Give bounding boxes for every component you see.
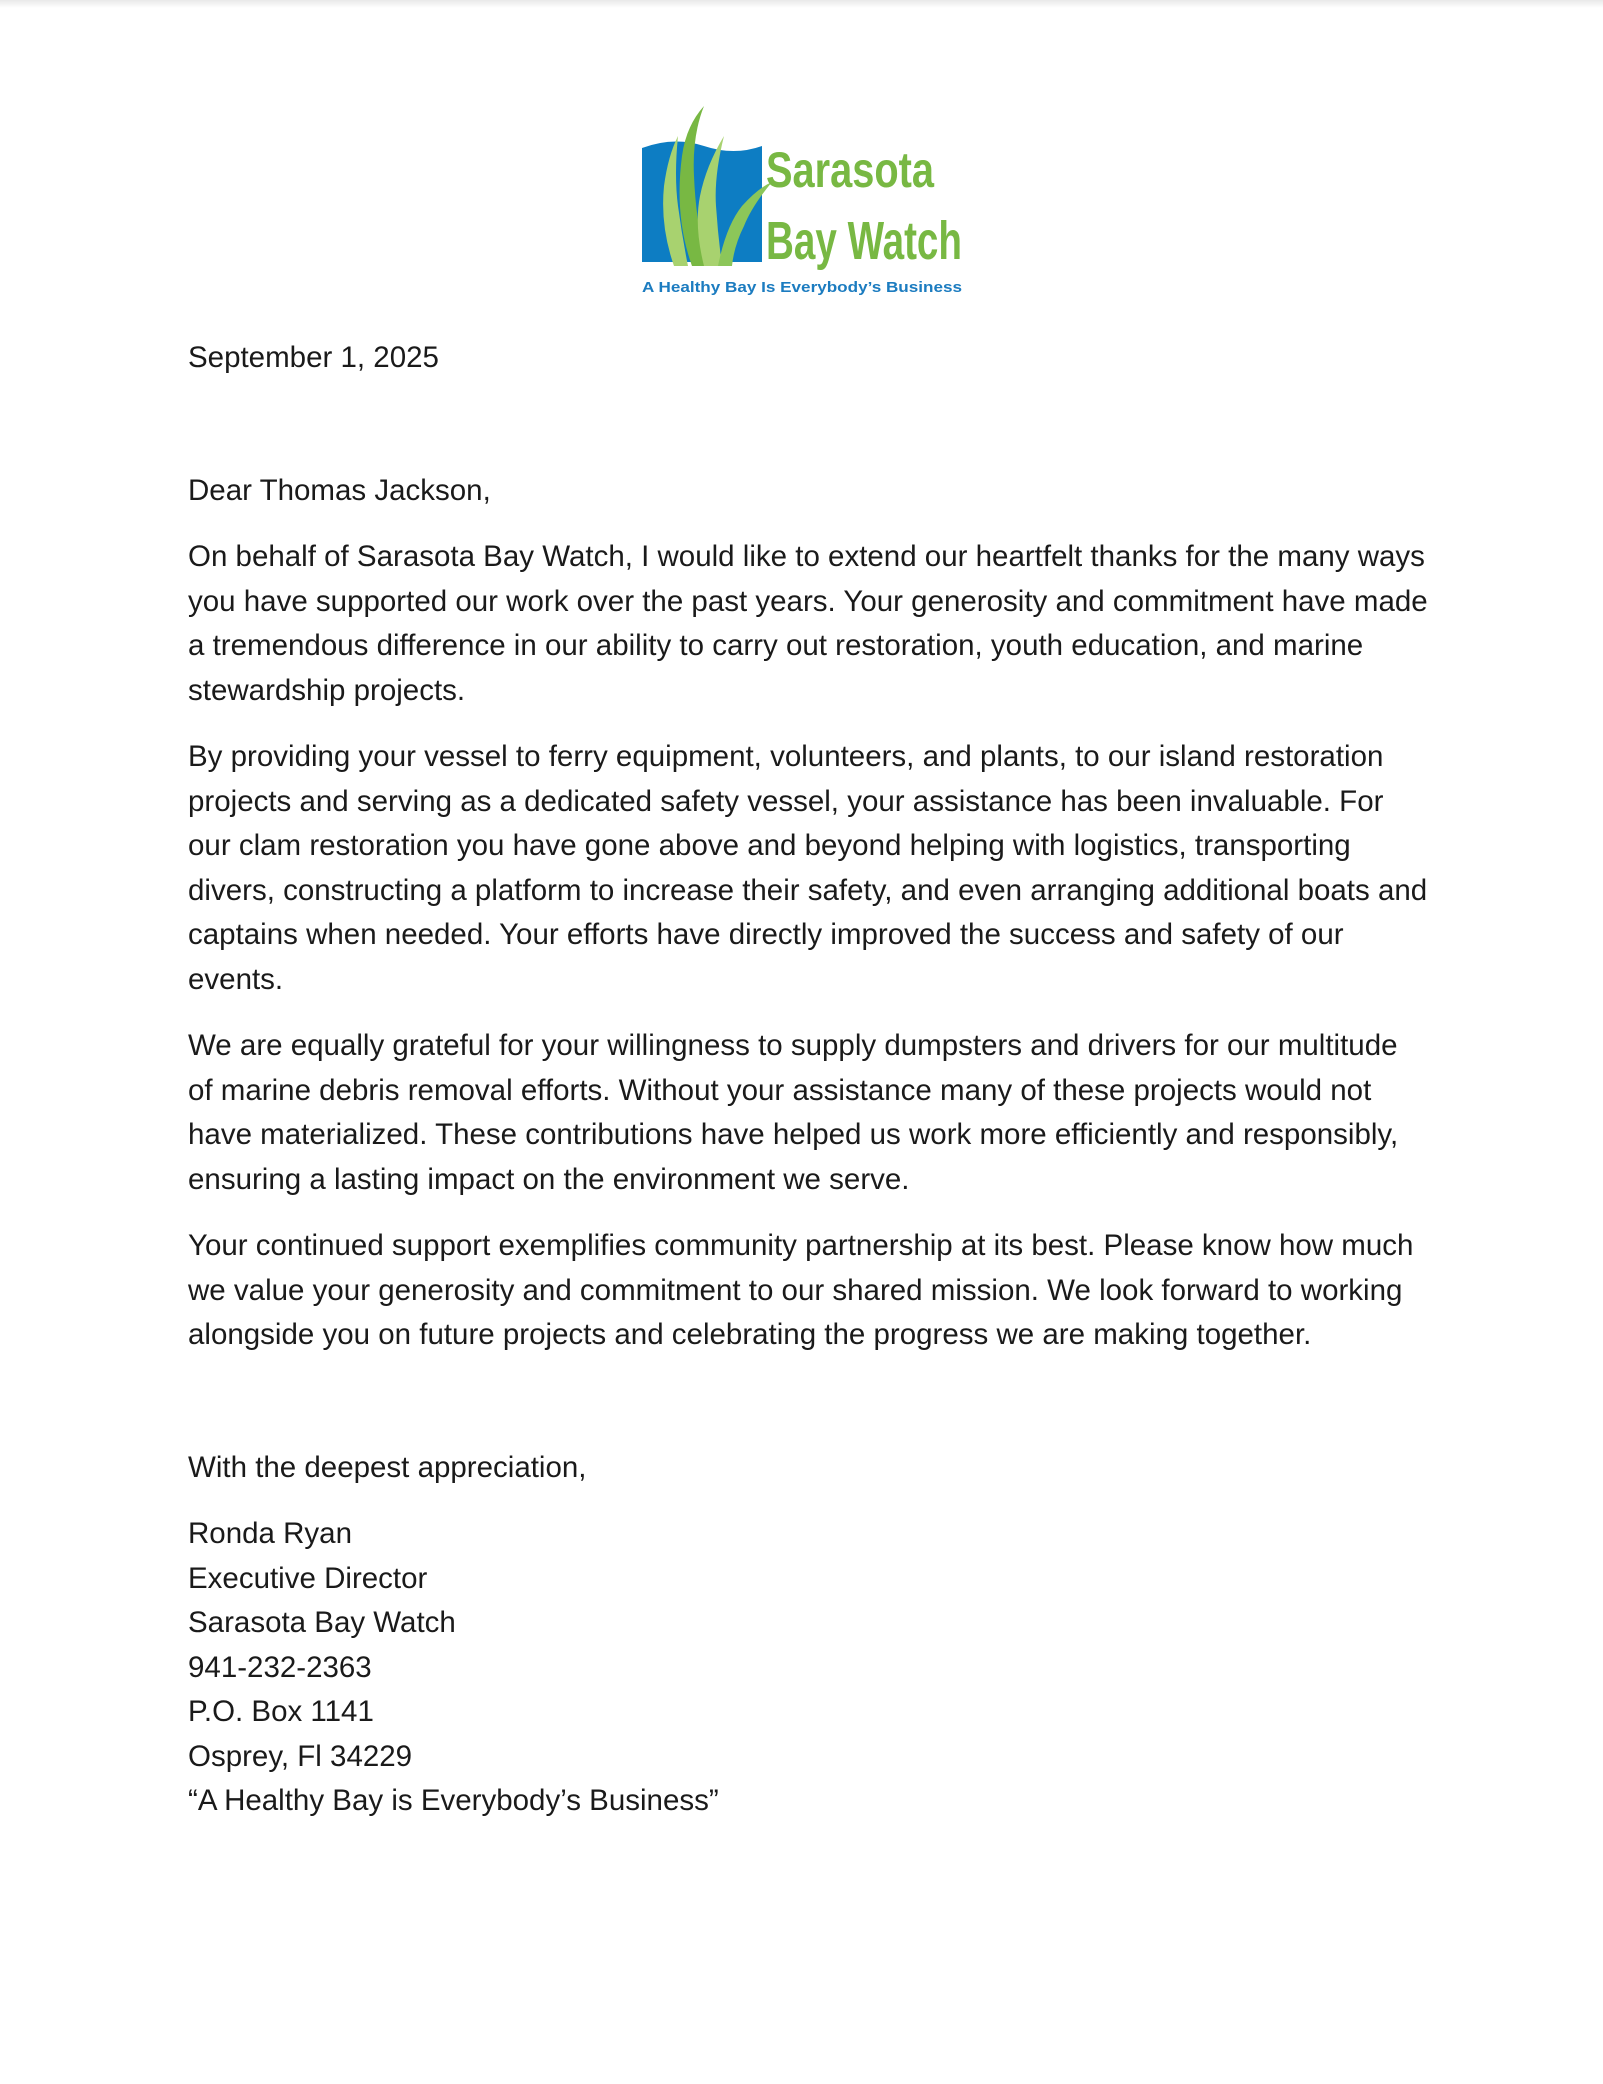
signature-organization: Sarasota Bay Watch	[188, 1606, 456, 1639]
logo-tagline: A Healthy Bay Is Everybody’s Business	[642, 279, 962, 296]
letter-salutation: Dear Thomas Jackson,	[188, 473, 491, 507]
signature-block	[188, 1512, 1428, 1824]
page-top-edge	[0, 0, 1603, 8]
logo-name-line1: Sarasota	[766, 142, 935, 198]
sarasota-bay-watch-logo	[634, 96, 968, 302]
letter-date: September 1, 2025	[188, 341, 439, 374]
signature-motto: “A Healthy Bay is Everybody’s Business”	[188, 1784, 719, 1817]
signature-po-box: P.O. Box 1141	[188, 1695, 374, 1728]
letter-paragraph: We are equally grateful for your willingness to supply dumpsters and drivers for our multitude of marine debris removal efforts. Without your assistance many of these projects would not have materialized. These contributions have helped us work more efficiently and responsibly, ensuring a lasting impact on the environment we serve.	[188, 1029, 1399, 1196]
signature-title: Executive Director	[188, 1561, 428, 1595]
signature-name: Ronda Ryan	[188, 1517, 352, 1550]
letter-paragraph: Your continued support exemplifies community partnership at its best. Please know how much we value your generosity and commitment to our shared mission. We look forward to working alongside you on future projects and celebrating the progress we are making together.	[188, 1229, 1414, 1351]
letter-paragraph: On behalf of Sarasota Bay Watch, I would like to extend our heartfelt thanks for the many ways you have supported our work over the past years. Your generosity and commitment have made a tremendous difference in our ability to carry out restoration, youth education, and marine stewardship projects.	[188, 540, 1428, 707]
logo-graphic	[634, 96, 968, 302]
signature-phone: 941-232-2363	[188, 1650, 372, 1684]
letter-closing: With the deepest appreciation,	[188, 1450, 587, 1484]
letter-body	[188, 336, 1428, 1824]
letter-paragraph: By providing your vessel to ferry equipment, volunteers, and plants, to our island restoration projects and serving as a dedicated safety vessel, your assistance has been invaluable. For our clam restoration you have gone above and beyond helping with logistics, transporting divers, constructing a platform to increase their safety, and even arranging additional boats and captains when needed. Your efforts have directly improved the success and safety of our events.	[188, 740, 1428, 996]
signature-city: Osprey, Fl 34229	[188, 1739, 413, 1773]
logo-name-line2: Bay Watch	[766, 211, 962, 271]
